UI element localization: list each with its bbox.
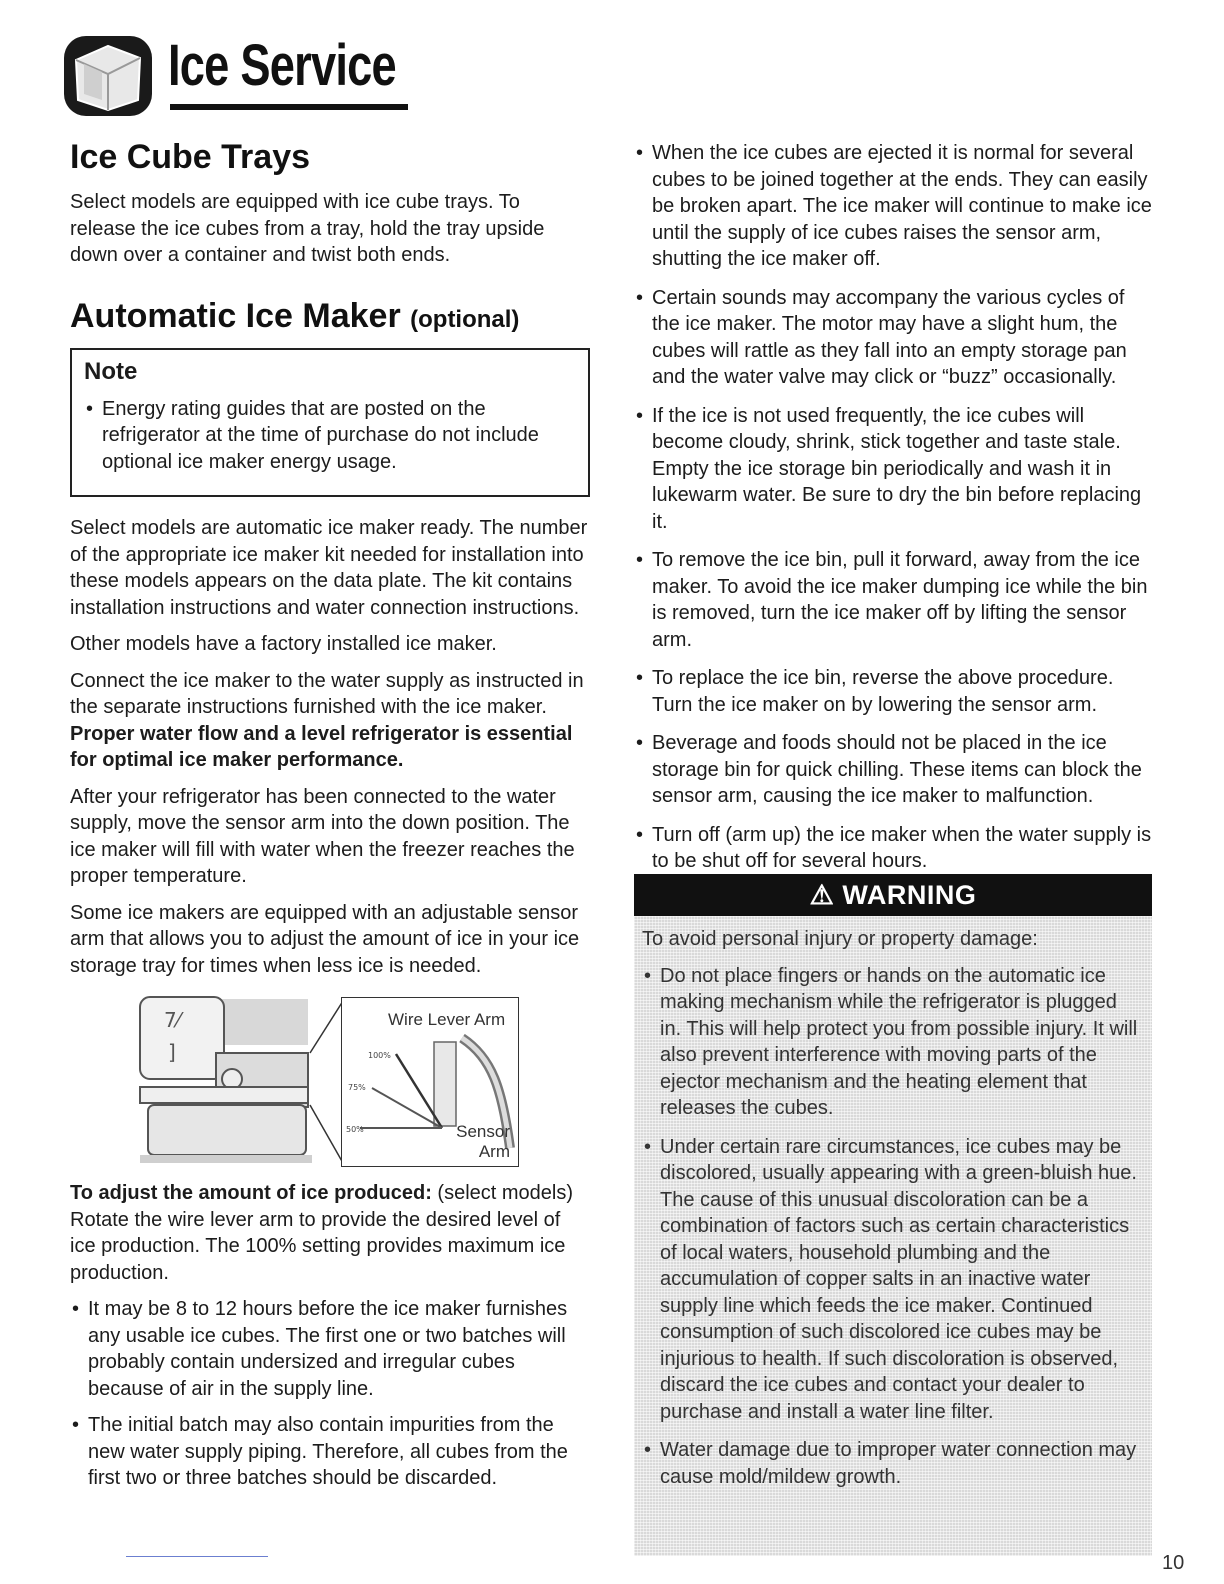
sensor-arm-label [456, 1122, 510, 1162]
factory-installed-text: Other models have a factory installed ice maker. [70, 633, 497, 655]
left-column [70, 138, 588, 1502]
list-item: • To remove the ice bin, pull it forward, away from the ice maker. To avoid the ice maker dumping ice while the bin is removed, turn the ice maker off by lifting the sensor arm. [634, 547, 1154, 653]
pct-100-label: 100% [368, 1051, 391, 1060]
list-item: • When the ice cubes are ejected it is normal for several cubes to be joined together at the ends. They can easily be broken apart. The ice maker will continue to make ice until the supply of ice cubes raises the sensor arm, shutting the ice maker off. [634, 140, 1154, 273]
pct-50-label: 50% [346, 1125, 364, 1134]
wire-lever-arm-label: Wire Lever Arm [388, 1010, 506, 1029]
ice-cube-trays-text: Select models are equipped with ice cube trays. To release the ice cubes from a tray, hold the tray upside down over a container and twist both ends. [70, 191, 545, 266]
adjust-ice-text [70, 1180, 588, 1286]
ice-cube-trays-heading: Ice Cube Trays [70, 138, 311, 176]
ice-cube-icon [62, 34, 154, 118]
automatic-ice-maker-heading [70, 297, 588, 336]
warning-item: • Do not place fingers or hands on the automatic ice making mechanism while the refrigerator is plugged in. This will help protect you from possible injury. It will also prevent interference with moving parts of the ejector mechanism and the heating element that releases the cubes. [642, 963, 1138, 1122]
right-column [634, 140, 1154, 887]
svg-text:7⁄: 7⁄ [164, 1008, 181, 1032]
warning-body [634, 916, 1152, 1556]
note-item: • Energy rating guides that are posted on the refrigerator at the time of purchase do not include optional ice maker energy usage. [84, 396, 576, 476]
warning-header [634, 874, 1152, 916]
svg-text:]: ] [168, 1040, 176, 1064]
adjust-ice-normal: (select models) Rotate the wire lever arm to provide the desired level of ice production. The 100% setting provides maximum ice production. [70, 1182, 574, 1284]
ice-maker-ready-text: Select models are automatic ice maker ready. The number of the appropriate ice maker kit needed for installation into these models appears on the data plate. The kit contains installation instructions and water connection instructions. [70, 517, 588, 619]
list-item: • Certain sounds may accompany the various cycles of the ice maker. The motor may have a slight hum, the cubes will rattle as they fall into an empty storage pan and the water valve may click or “buzz” occasionally. [634, 285, 1154, 391]
list-item: • To replace the ice bin, reverse the above procedure. Turn the ice maker on by lowering the sensor arm. [634, 665, 1154, 718]
warning-intro: To avoid personal injury or property damage: [642, 928, 1038, 950]
sensor-label-line1: Sensor [456, 1122, 510, 1141]
list-item: • The initial batch may also contain impurities from the new water supply piping. Therefore, all cubes from the first two or three batches should be discarded. [70, 1412, 588, 1492]
ice-maker-diagram [138, 993, 518, 1168]
footer-rule [126, 1556, 268, 1557]
title-underline [170, 104, 408, 110]
adjustable-arm-text: Some ice makers are equipped with an adjustable sensor arm that allows you to adjust the amount of ice in your ice storage tray for times when less ice is needed. [70, 901, 580, 977]
connect-water-text [70, 668, 588, 774]
warning-triangle-icon: ⚠ [809, 880, 835, 910]
left-bullet-list [70, 1296, 588, 1492]
optional-label: (optional) [410, 305, 520, 333]
right-bullet-list [634, 140, 1154, 875]
warning-list [642, 963, 1138, 1491]
automatic-ice-maker-heading-text: Automatic Ice Maker [70, 296, 401, 335]
note-box [70, 348, 590, 498]
warning-box [634, 874, 1152, 1556]
page-title: Ice Service [168, 33, 396, 98]
list-item: • It may be 8 to 12 hours before the ice maker furnishes any usable ice cubes. The first one or two batches will probably contain undersized and irregular cubes because of air in the supply line. [70, 1296, 588, 1402]
after-connection-text: After your refrigerator has been connected to the water supply, move the sensor arm into the down position. The ice maker will fill with water when the freezer reaches the proper temperature. [70, 785, 575, 887]
warning-heading: WARNING [842, 880, 977, 910]
list-item: • Beverage and foods should not be placed in the ice storage bin for quick chilling. These items can block the sensor arm, causing the ice maker to malfunction. [634, 730, 1154, 810]
connect-water-bold: Proper water flow and a level refrigerator is essential for optimal ice maker performance. [70, 722, 573, 771]
note-heading: Note [84, 357, 138, 385]
list-item: • Turn off (arm up) the ice maker when the water supply is to be shut off for several hours. [634, 822, 1154, 875]
adjust-ice-bold: To adjust the amount of ice produced: [70, 1182, 432, 1204]
sensor-arm-callout [341, 997, 519, 1167]
warning-item: • Under certain rare circumstances, ice cubes may be discolored, usually appearing with a green-bluish hue. The cause of this unusual discoloration can be a combination of factors such as certain characteristics of local waters, household plumbing and the accumulation of copper salts in an inactive water supply line which feeds the ice maker. Continued consumption of such discolored ice cubes may be injurious to health. If such discoloration is observed, discard the ice cubes and contact your dealer to purchase and install a water line filter. [642, 1134, 1138, 1426]
page-number: 10 [1162, 1552, 1185, 1574]
sensor-label-line2: Arm [478, 1142, 510, 1161]
ice-maker-illustration [138, 993, 348, 1168]
note-list [84, 396, 576, 476]
connect-water-normal: Connect the ice maker to the water supply as instructed in the separate instructions furnished with the ice maker. [70, 669, 584, 718]
pct-75-label: 75% [348, 1083, 366, 1092]
warning-item: • Water damage due to improper water connection may cause mold/mildew growth. [642, 1437, 1138, 1490]
list-item: • If the ice is not used frequently, the ice cubes will become cloudy, shrink, stick together and taste stale. Empty the ice storage bin periodically and wash it in lukewarm water. Be sure to dry the bin before replacing it. [634, 403, 1154, 536]
